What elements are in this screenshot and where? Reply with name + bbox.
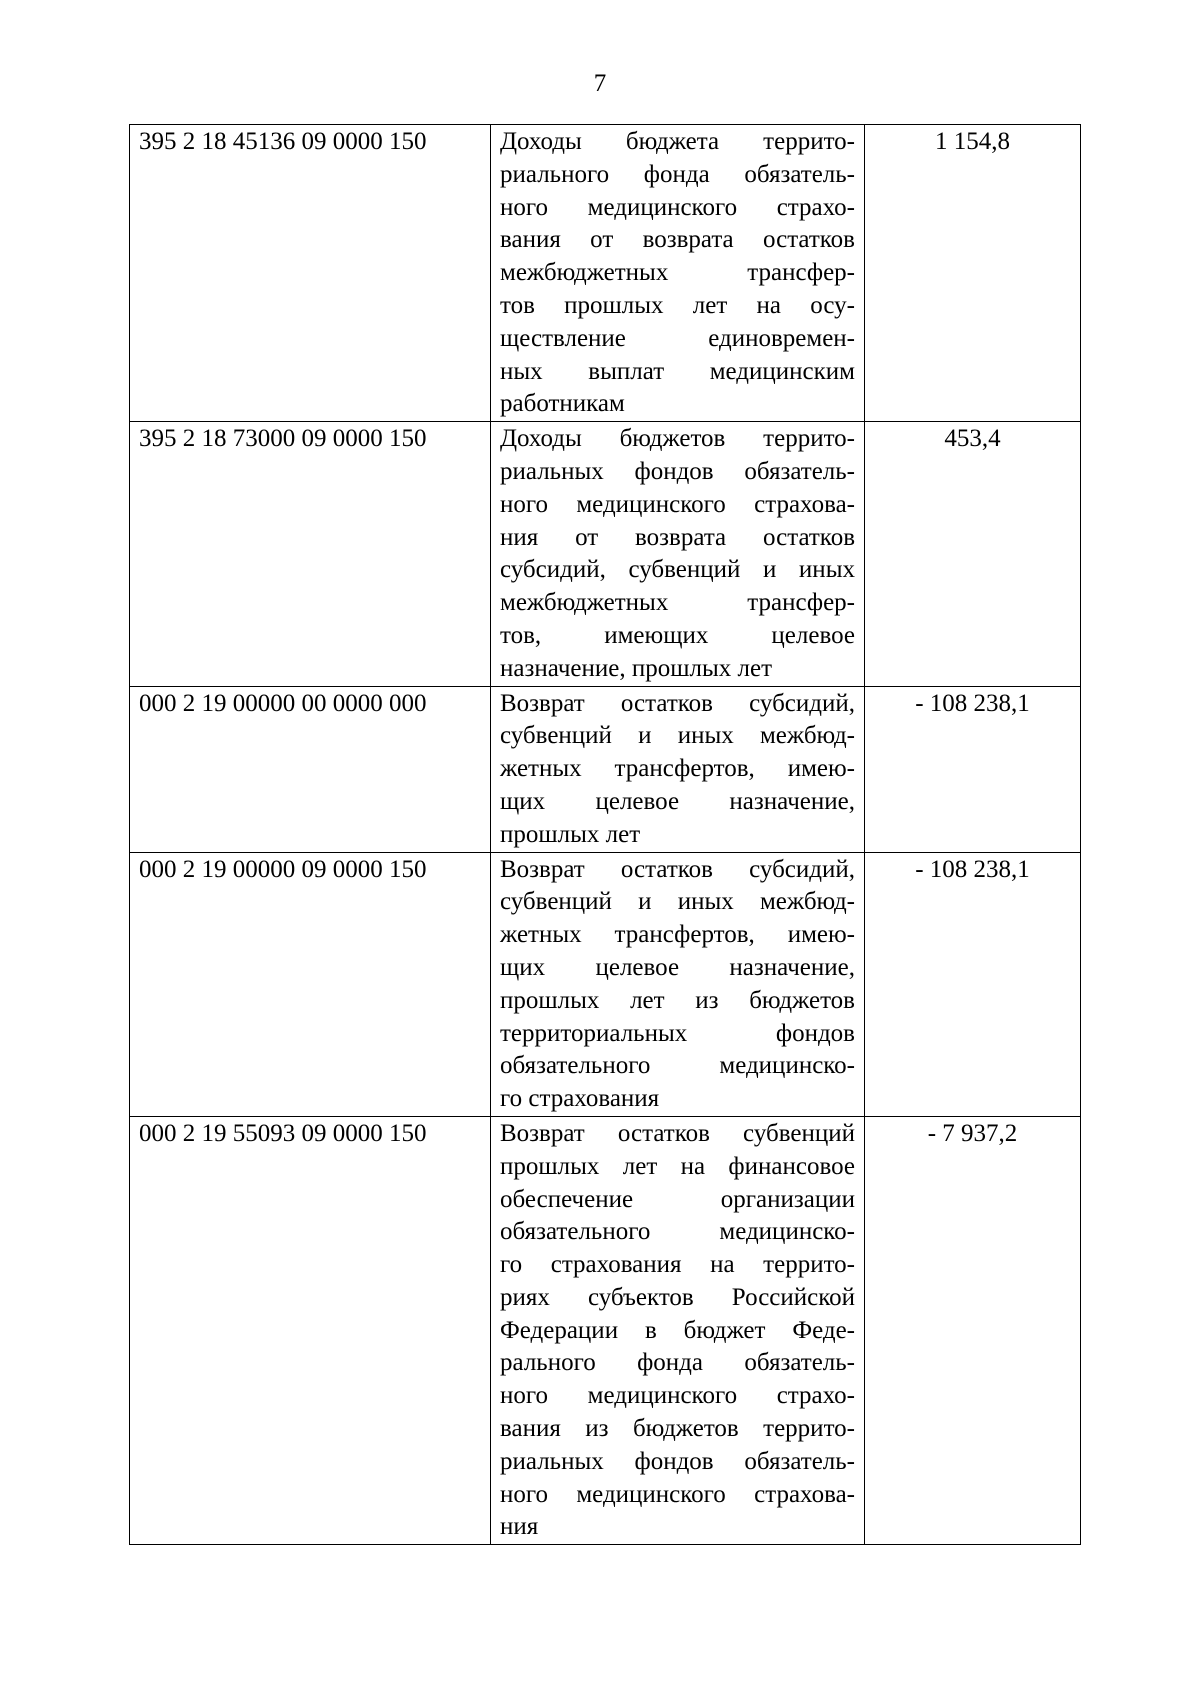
revenue-name-line: обеспечение организации [500, 1185, 855, 1213]
revenue-name-line: ного медицинского страхо- [500, 1382, 855, 1410]
revenue-name-line: субсидий, субвенций и иных [500, 556, 855, 584]
revenue-name-line: обязательного медицинско- [500, 1052, 855, 1080]
budget-code-cell: 000 2 19 00000 00 0000 000 [130, 686, 491, 852]
revenue-name-line: Доходы бюджетов террито- [500, 425, 855, 453]
revenue-name-cell [491, 125, 865, 422]
revenue-name-line: прошлых лет из бюджетов [500, 986, 855, 1014]
revenue-name-line: ного медицинского страхо- [500, 193, 855, 221]
revenue-name-line: назначение, прошлых лет [500, 654, 772, 682]
revenue-name-line: ного медицинского страхова- [500, 1480, 855, 1508]
amount-cell: 453,4 [865, 422, 1081, 686]
revenue-name-line: риях субъектов Российской [500, 1283, 855, 1311]
revenue-name-line: межбюджетных трансфер- [500, 589, 855, 617]
revenue-name-line: ния от возврата остатков [500, 523, 855, 551]
table-row [130, 422, 1081, 686]
revenue-name-line: Возврат остатков субсидий, [500, 689, 855, 717]
revenue-name-line: ния [500, 1513, 539, 1541]
revenue-name-line: щих целевое назначение, [500, 953, 855, 981]
revenue-name-line: ществление единовремен- [500, 324, 855, 352]
revenue-name-line: субвенций и иных межбюд- [500, 722, 855, 750]
revenue-name-line: ных выплат медицинским [500, 357, 855, 385]
revenue-name-line: территориальных фондов [500, 1019, 855, 1047]
revenue-name-line: вания от возврата остатков [500, 226, 855, 254]
budget-code-cell: 395 2 18 45136 09 0000 150 [130, 125, 491, 422]
table-row [130, 686, 1081, 852]
revenue-name-line: тов, имеющих целевое [500, 621, 855, 649]
budget-code-cell: 000 2 19 00000 09 0000 150 [130, 852, 491, 1116]
revenue-name-line: го страхования [500, 1085, 660, 1113]
revenue-name-line: прошлых лет [500, 820, 641, 848]
revenue-name-line: жетных трансфертов, имею- [500, 921, 855, 949]
table-row [130, 852, 1081, 1116]
revenue-name-line: прошлых лет на финансовое [500, 1152, 855, 1180]
amount-cell: - 108 238,1 [865, 686, 1081, 852]
revenue-name-line: ного медицинского страхова- [500, 490, 855, 518]
revenue-name-line: Федерации в бюджет Феде- [500, 1316, 855, 1344]
budget-code-cell: 000 2 19 55093 09 0000 150 [130, 1116, 491, 1544]
revenue-name-cell [491, 422, 865, 686]
revenue-name-line: го страхования на террито- [500, 1251, 855, 1279]
budget-revenue-table [129, 124, 1081, 1545]
revenue-name-line: субвенций и иных межбюд- [500, 888, 855, 916]
revenue-name-line: вания из бюджетов террито- [500, 1415, 855, 1443]
revenue-name-line: работникам [500, 390, 625, 418]
revenue-name-cell [491, 686, 865, 852]
revenue-name-line: межбюджетных трансфер- [500, 259, 855, 287]
revenue-name-line: жетных трансфертов, имею- [500, 755, 855, 783]
revenue-name-line: Возврат остатков субсидий, [500, 855, 855, 883]
amount-cell: 1 154,8 [865, 125, 1081, 422]
revenue-name-line: рального фонда обязатель- [500, 1349, 855, 1377]
amount-cell: - 7 937,2 [865, 1116, 1081, 1544]
revenue-name-cell [491, 1116, 865, 1544]
revenue-name-line: Возврат остатков субвенций [500, 1119, 855, 1147]
table-row [130, 1116, 1081, 1544]
table-row [130, 125, 1081, 422]
revenue-name-line: риального фонда обязатель- [500, 160, 855, 188]
revenue-name-line: Доходы бюджета террито- [500, 128, 855, 155]
revenue-name-line: риальных фондов обязатель- [500, 1447, 855, 1475]
budget-code-cell: 395 2 18 73000 09 0000 150 [130, 422, 491, 686]
revenue-name-line: риальных фондов обязатель- [500, 457, 855, 485]
page-number: 7 [593, 70, 607, 97]
amount-cell: - 108 238,1 [865, 852, 1081, 1116]
revenue-name-line: обязательного медицинско- [500, 1218, 855, 1246]
table-body [130, 125, 1081, 1545]
revenue-name-cell [491, 852, 865, 1116]
revenue-name-line: тов прошлых лет на осу- [500, 291, 855, 319]
revenue-name-line: щих целевое назначение, [500, 787, 855, 815]
